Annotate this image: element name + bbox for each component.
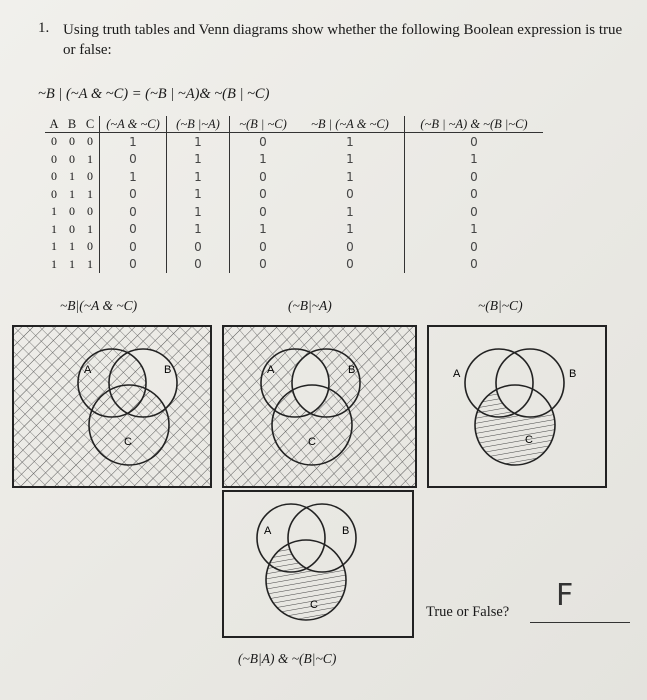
truth-table-cell: 1 [51,204,57,219]
venn-2-label-c: C [308,436,316,448]
truth-table-cell: 0 [100,186,167,204]
venn-1-label-a: A [84,364,92,376]
truth-table-cell: 0 [100,256,167,274]
truth-table-cell: 0 [470,204,478,219]
truth-table-cell: 0 [100,203,167,221]
header-a: A [45,116,63,133]
truth-table-cell: 0 [470,169,478,184]
truth-table-row [45,133,543,151]
truth-table-cell: 0 [259,169,267,184]
truth-table-cell: 0 [100,151,167,169]
truth-table-cell: 1 [69,169,75,184]
truth-table-cell: 0 [167,238,230,256]
truth-table-cell: 0 [259,257,267,272]
venn-4-label-a: A [264,525,272,537]
header-not-a-and-not-c: (~A & ~C) [100,116,167,133]
question-text: Using truth tables and Venn diagrams show whether the following Boolean expression is true or false: [63,22,623,58]
venn-2-label: (~B|~A) [288,298,332,313]
truth-table-cell: 0 [51,134,57,149]
answer-line [530,622,630,623]
truth-table-cell: 1 [167,168,230,186]
truth-table-cell: 1 [296,151,405,169]
truth-table-row [45,221,543,239]
truth-table-cell: 1 [100,168,167,186]
truth-table-cell: 1 [69,256,75,271]
truth-table-cell: 0 [51,186,57,201]
venn-diagram-1 [12,325,212,488]
truth-table-cell: 1 [167,221,230,239]
venn-3-label-c: C [525,434,533,446]
header-right-side: (~B | ~A) & ~(B |~C) [405,116,544,133]
truth-table-cell: 0 [470,187,478,202]
venn-1-label-b: B [164,364,172,376]
venn-3-label-b: B [569,368,577,380]
truth-table-cell: 0 [470,134,478,149]
truth-table-cell: 1 [167,151,230,169]
truth-table-cell: 0 [51,169,57,184]
truth-table-row [45,186,543,204]
truth-table-cell: 0 [69,134,75,149]
truth-table-cell: 0 [100,238,167,256]
venn-diagram-4 [222,490,414,638]
truth-table-cell: 1 [81,221,100,239]
truth-table-cell: 0 [470,239,478,254]
venn-2-label-b: B [348,364,356,376]
truth-table-cell: 0 [81,133,100,151]
truth-table-cell: 1 [259,152,267,167]
truth-table-cell: 0 [470,257,478,272]
venn-4-label-b: B [342,525,350,537]
truth-table-cell: 0 [100,221,167,239]
handwritten-answer: F [556,578,574,613]
truth-table-cell: 0 [51,151,57,166]
truth-table-cell: 1 [81,186,100,204]
truth-table-cell: 1 [259,222,267,237]
truth-table [45,116,543,273]
truth-table-cell: 1 [100,133,167,151]
truth-table-cell: 0 [296,238,405,256]
header-not-b-or-not-c: ~(B | ~C) [230,116,297,133]
truth-table-row [45,256,543,274]
venn-3-label-a: A [453,368,461,380]
truth-table-cell: 0 [69,221,75,236]
truth-table-cell: 0 [259,204,267,219]
header-left-side: ~B | (~A & ~C) [296,116,405,133]
venn-1-crosshatch [13,326,211,487]
venn-2-label-a: A [267,364,275,376]
question-number: 1. [38,20,50,36]
truth-table-row [45,203,543,221]
truth-table-cell: 1 [69,239,75,254]
venn-1-label: ~B|(~A & ~C) [60,298,138,313]
venn-4-shading [222,490,414,638]
truth-table-cell: 0 [259,239,267,254]
truth-table-cell: 1 [470,222,478,237]
truth-table-header-row [45,116,543,133]
venn-3-shading [427,325,607,488]
truth-table-cell: 0 [81,203,100,221]
truth-table-cell: 0 [81,168,100,186]
truth-table-row [45,238,543,256]
header-not-b-or-not-a: (~B |~A) [167,116,230,133]
truth-table-cell: 0 [259,187,267,202]
venn-3-label: ~(B|~C) [478,298,523,313]
truth-table-cell: 1 [81,151,100,169]
truth-table-cell: 0 [296,186,405,204]
truth-table-cell: 1 [51,239,57,254]
true-or-false-label: True or False? [426,604,510,620]
truth-table-cell: 0 [69,151,75,166]
truth-table-cell: 1 [167,203,230,221]
venn-diagram-2 [222,325,417,488]
truth-table-cell: 0 [296,256,405,274]
venn-4-label-c: C [310,599,318,611]
truth-table-row [45,168,543,186]
truth-table-cell: 1 [296,203,405,221]
truth-table-cell: 1 [296,221,405,239]
truth-table-cell: 1 [296,133,405,151]
header-b: B [63,116,81,133]
truth-table-row [45,151,543,169]
truth-table-cell: 1 [51,256,57,271]
truth-table-cell: 1 [167,186,230,204]
truth-table-cell: 1 [69,186,75,201]
truth-table-cell: 0 [69,204,75,219]
truth-table-cell: 0 [167,256,230,274]
truth-table-cell: 1 [51,221,57,236]
truth-table-cell: 1 [470,152,478,167]
truth-table-cell: 1 [81,256,100,274]
venn-4-label: (~B|A) & ~(B|~C) [238,651,337,666]
boolean-expression: ~B | (~A & ~C) = (~B | ~A)& ~(B | ~C) [38,86,270,102]
header-c: C [81,116,100,133]
truth-table-cell: 1 [296,168,405,186]
truth-table-cell: 0 [259,134,267,149]
truth-table-cell: 1 [167,133,230,151]
truth-table-cell: 0 [81,238,100,256]
venn-1-label-c: C [124,436,132,448]
venn-diagram-3 [427,325,607,488]
